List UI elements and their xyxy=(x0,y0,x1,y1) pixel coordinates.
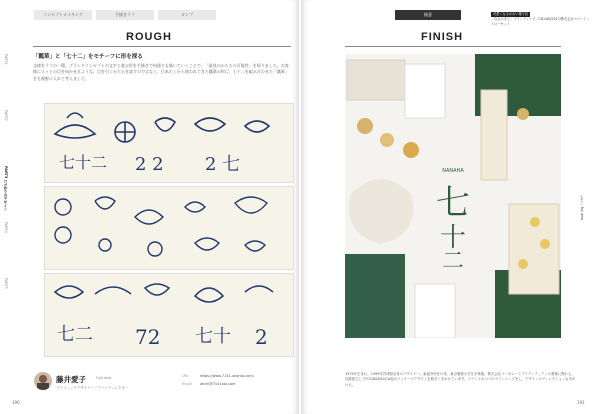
url-value: https://www.7141-okonto.com/ xyxy=(200,374,254,378)
author-avatar xyxy=(34,372,52,390)
title-rule-right xyxy=(345,46,561,47)
logo-kanji-2: 十 xyxy=(439,223,467,253)
tab-comp: カンプ xyxy=(158,10,216,20)
sketch-panel-2 xyxy=(44,186,294,270)
credits-text: 「ななかまど」ブランディング／CD×AD/2017/株式会社ペパーミントローゼット xyxy=(491,17,590,26)
sidebar-item-part1: PART1 xyxy=(4,54,8,65)
designer-bio: 1979年生まれ、1999年宮城県出身のデザイナー。東福寺所在の家、東京藝術大学を卒業後、株式会社コーポレートアイデンティティの業務に携わる。以降独立してFOOD&DELICA他のパッケージデザインを数多く手がけています。ブランド＆ロゴのプランニングをし、デザインのディレクションも手がける。 xyxy=(345,372,576,387)
title-rule xyxy=(33,46,291,47)
page-number-right: 191 xyxy=(577,400,585,405)
logo-kanji-3: 二 xyxy=(441,249,465,274)
svg-text:七二: 七二 xyxy=(57,324,93,345)
tab-tips: 極意 xyxy=(395,10,461,20)
sketch-panel-1 xyxy=(44,103,294,183)
tab-rough: 手描きラフ xyxy=(96,10,154,20)
section-title-rough: ROUGH xyxy=(126,31,172,43)
tab-concept: コンセプトメイキング xyxy=(34,10,92,20)
sketch-panel-3 xyxy=(44,273,294,357)
headline: 「瓢箪」と「七十二」をモチーフに形を探る xyxy=(33,54,143,60)
section-title-finish: FINISH xyxy=(420,31,464,43)
svg-text:七十: 七十 xyxy=(195,326,231,347)
page-number-left: 190 xyxy=(12,400,20,405)
logo-romaji: NANAHA xyxy=(442,168,464,174)
sidebar-item-part4: PART4 xyxy=(4,222,8,233)
svg-text:2: 2 xyxy=(255,325,268,349)
left-page xyxy=(0,0,299,414)
svg-text:2 七: 2 七 xyxy=(205,154,241,175)
url-label: URL xyxy=(182,374,189,378)
svg-text:2 2: 2 2 xyxy=(135,154,164,175)
author-name: 藤井愛子 xyxy=(56,375,86,384)
logo-kanji-1: 七 xyxy=(436,183,470,223)
body-text: 文様をラフの一環、ブランドコンセプトの文字と遊ぶ形を手描きで何通りも描いていくことで、「最良のかたちの可能性」を探りました。お客様にスッとの目を向かせるような、目を引くかたちを試すのではなく、日本古くから使われてきた瓢箪の形に、七十二を組み合わせた「瓢箪」をも視野に入れて考えました。 xyxy=(33,63,289,81)
vertical-tag: 七十二 fuji aiko xyxy=(580,195,584,221)
credits-label: 可愛くなるかわい菓子店 xyxy=(493,12,529,16)
author-role: グラフィックデザイナー／アートディレクター xyxy=(56,386,129,390)
finish-photo xyxy=(345,54,561,338)
email-label: Email xyxy=(182,382,192,386)
sidebar-item-part2: PART2 xyxy=(4,110,8,121)
author-romaji: Fujii aiko xyxy=(96,376,112,380)
sidebar-item-part5: PART5 xyxy=(4,278,8,289)
sidebar-item-part3: PART3 ロゴ作りのデザイン xyxy=(4,166,8,212)
svg-text:七十二: 七十二 xyxy=(59,153,108,172)
credits-block xyxy=(491,12,591,27)
svg-text:72: 72 xyxy=(135,325,161,349)
email-value: aiichi@7141ooi.com xyxy=(200,382,236,386)
